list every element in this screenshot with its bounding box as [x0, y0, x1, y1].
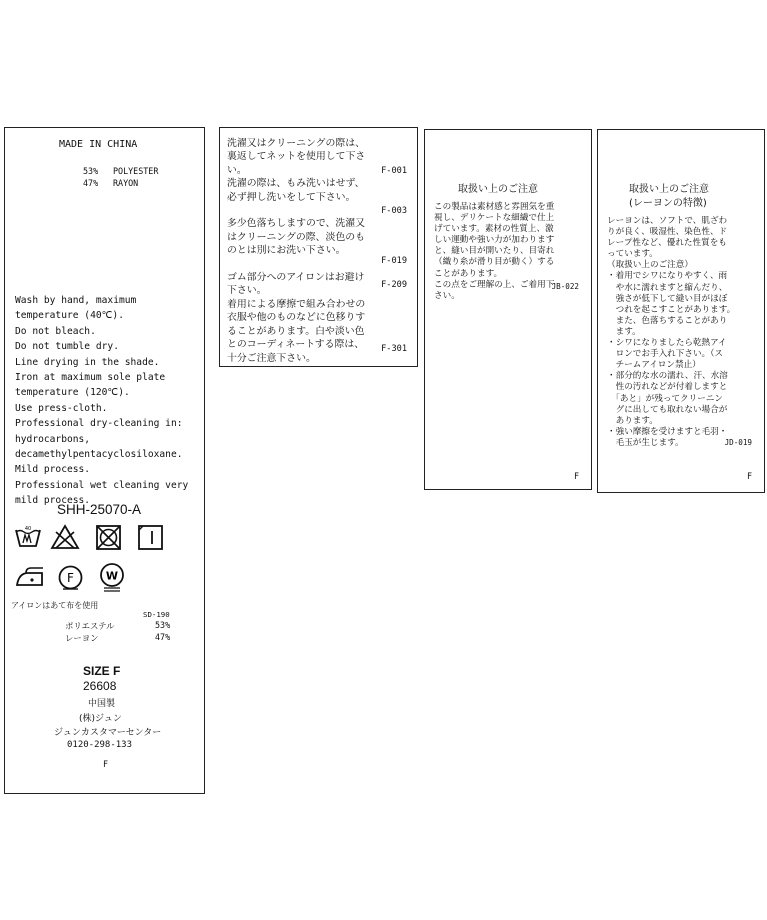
svg-text:W: W [105, 569, 119, 583]
rayon-line: ・着用でシワになりやすく、雨 [607, 271, 728, 282]
instruction-line: ゴム部分へのアイロンはお避け [227, 272, 365, 284]
care-line: Use press-cloth. [15, 402, 108, 414]
rayon-line: つれを起こすことがあります。 [607, 304, 736, 315]
care-code: F-301 [381, 344, 407, 354]
care-label-washing [219, 127, 418, 367]
rayon-line: りが良く、吸湿性、染色性、ド [607, 227, 728, 238]
care-label-rayon [597, 129, 765, 493]
product-code: SHH-25070-A [57, 502, 142, 517]
composition-jp-pct: 47% [155, 632, 171, 642]
care-label-main [4, 127, 205, 794]
care-code: F-209 [381, 280, 407, 290]
care-line: Wash by hand, maximum [15, 295, 137, 306]
rayon-line: ・強い摩擦を受けますと毛羽・ [607, 426, 728, 437]
care-line: decamethylpentacyclosiloxane. [15, 449, 183, 461]
care-line: Mild process. [15, 464, 91, 476]
rayon-line: ・部分的な水の濡れ、汗、水溶 [607, 371, 728, 382]
caution-text [434, 202, 554, 302]
rayon-line: ・シワになりましたら乾熱アイ [607, 338, 727, 349]
caution-line: げています。素材の性質上、激 [434, 224, 554, 235]
tag-mark: F [746, 471, 752, 481]
line-dry-shade-icon [137, 524, 164, 551]
caution-line: さい。 [434, 290, 460, 301]
composition-pct: 47% [83, 178, 99, 188]
composition-pct: 53% [83, 166, 99, 176]
care-line: Do not tumble dry. [15, 341, 119, 353]
care-line: Line drying in the shade. [15, 356, 160, 368]
caution-line: と、縫い目が開いたり、目寄れ [434, 246, 555, 257]
size-label: SIZE F [83, 664, 121, 678]
rayon-line: レープ性など、優れた性質をも [607, 238, 727, 249]
care-line: mild process. [15, 495, 91, 507]
rayon-line: 「あと」が残ってクリーニン [607, 393, 724, 404]
instruction-line: 必ず押し洗いをして下さい。 [227, 191, 356, 203]
instruction-line: 下さい。 [227, 285, 267, 297]
iron-low-icon [14, 565, 46, 589]
instruction-line [227, 204, 365, 217]
rayon-line: っています。 [607, 249, 658, 260]
caution-line: （織り糸が滑り目が動く）する [434, 257, 555, 268]
rayon-line: ます。 [607, 326, 641, 337]
caution-line: この点をご理解の上、ご着用下 [434, 279, 555, 290]
instruction-line: 十分ご注意下さい。 [227, 352, 316, 364]
care-line: Do not bleach. [15, 325, 96, 337]
caution-line: しい運動や強い力が加わります [434, 235, 555, 246]
instruction-line: 洗濯又はクリーニングの際は、 [227, 138, 366, 149]
phone-number: 0120-298-133 [67, 740, 133, 750]
hand-wash-40-icon [14, 524, 42, 550]
dry-clean-f-icon [57, 564, 84, 591]
care-code: F-019 [381, 256, 407, 266]
do-not-tumble-dry-icon [95, 524, 122, 551]
wet-clean-w-icon [98, 562, 126, 592]
rayon-line: 性の汚れなどが付着しますと [607, 382, 728, 393]
caution-code: JB-022 [551, 282, 579, 291]
svg-text:F: F [67, 571, 74, 585]
caution-line: この製品は素材感と雰囲気を重 [434, 202, 555, 212]
instruction-line: 着用による摩擦で組み合わせの [227, 298, 366, 310]
composition-jp-material: ポリエステル [65, 621, 115, 631]
instruction-line: 裏返してネットを使用して下さ [227, 151, 366, 163]
care-code: F-001 [381, 166, 407, 176]
washing-instructions [227, 137, 365, 365]
instruction-line: 衣服や他のものなどに色移りす [227, 312, 366, 324]
rayon-text [607, 216, 735, 449]
care-line: Professional dry-cleaning in: [15, 418, 183, 430]
instruction-line: とのコーディネートする際は、 [227, 339, 365, 351]
care-line: temperature (40℃). [15, 310, 124, 322]
rayon-line: レーヨンは、ソフトで、肌ざわ [607, 216, 728, 226]
company-name: (株)ジュン [79, 714, 122, 724]
composition-jp-pct: 53% [155, 620, 171, 630]
instruction-line: い。 [227, 164, 247, 176]
rayon-code: JD-019 [724, 438, 752, 447]
made-in-label: MADE IN CHINA [59, 139, 138, 150]
rayon-line: グに出しても取れない場合が [607, 404, 728, 415]
care-label-caution [424, 129, 592, 490]
care-code: F-003 [381, 206, 407, 216]
rayon-line: や水に濡れますと縮んだり、 [607, 282, 728, 293]
instruction-line: 多少色落ちしますので、洗濯又 [227, 218, 366, 230]
svg-text:40: 40 [24, 526, 32, 532]
caution-line: ことがあります。 [434, 268, 503, 279]
instruction-line: ることがあります。白や淡い色 [227, 325, 365, 337]
rayon-line: あります。 [607, 415, 658, 426]
composition-material: POLYESTER [113, 166, 159, 176]
rayon-line: （取扱い上のご注意） [607, 260, 693, 271]
rayon-line: チームアイロン禁止） [607, 360, 701, 371]
rayon-line: 強さが低下して縫い目がほぼ [607, 293, 728, 304]
item-number: 26608 [83, 679, 117, 693]
care-line: Iron at maximum sole plate [15, 372, 166, 384]
sd-code: SD-190 [143, 610, 170, 619]
instruction-line: はクリーニングの際、淡色のも [227, 231, 366, 243]
rayon-subtitle: (レーヨンの特徴) [629, 198, 707, 209]
customer-center: ジュンカスタマーセンター [54, 728, 162, 738]
composition-material: RAYON [113, 178, 139, 188]
rayon-line: ロンでお手入れ下さい。（ス [607, 349, 724, 360]
origin-jp: 中国製 [88, 699, 116, 709]
iron-note: アイロンはあて布を使用 [11, 601, 99, 610]
care-line: temperature (120℃). [15, 387, 130, 399]
rayon-line: また、色落ちすることがあり [607, 315, 728, 326]
care-line: Professional wet cleaning very [15, 479, 189, 491]
care-line: hydrocarbons, [15, 433, 91, 445]
caution-line: 視し、デリケートな細繊で仕上 [434, 213, 555, 224]
do-not-bleach-icon [50, 524, 80, 550]
care-instructions-en [15, 293, 188, 509]
tag-mark: F [103, 759, 109, 769]
rayon-title: 取扱い上のご注意 [629, 184, 709, 195]
rayon-line: 毛玉が生じます。 [607, 437, 684, 448]
tag-mark: F [573, 471, 579, 481]
instruction-line: のとは別にお洗い下さい。 [227, 245, 346, 257]
caution-title: 取扱い上のご注意 [458, 184, 538, 195]
instruction-line: 洗濯の際は、もみ洗いはせず、 [227, 178, 365, 190]
instruction-line [227, 258, 365, 271]
composition-jp-material: レーヨン [65, 633, 99, 643]
